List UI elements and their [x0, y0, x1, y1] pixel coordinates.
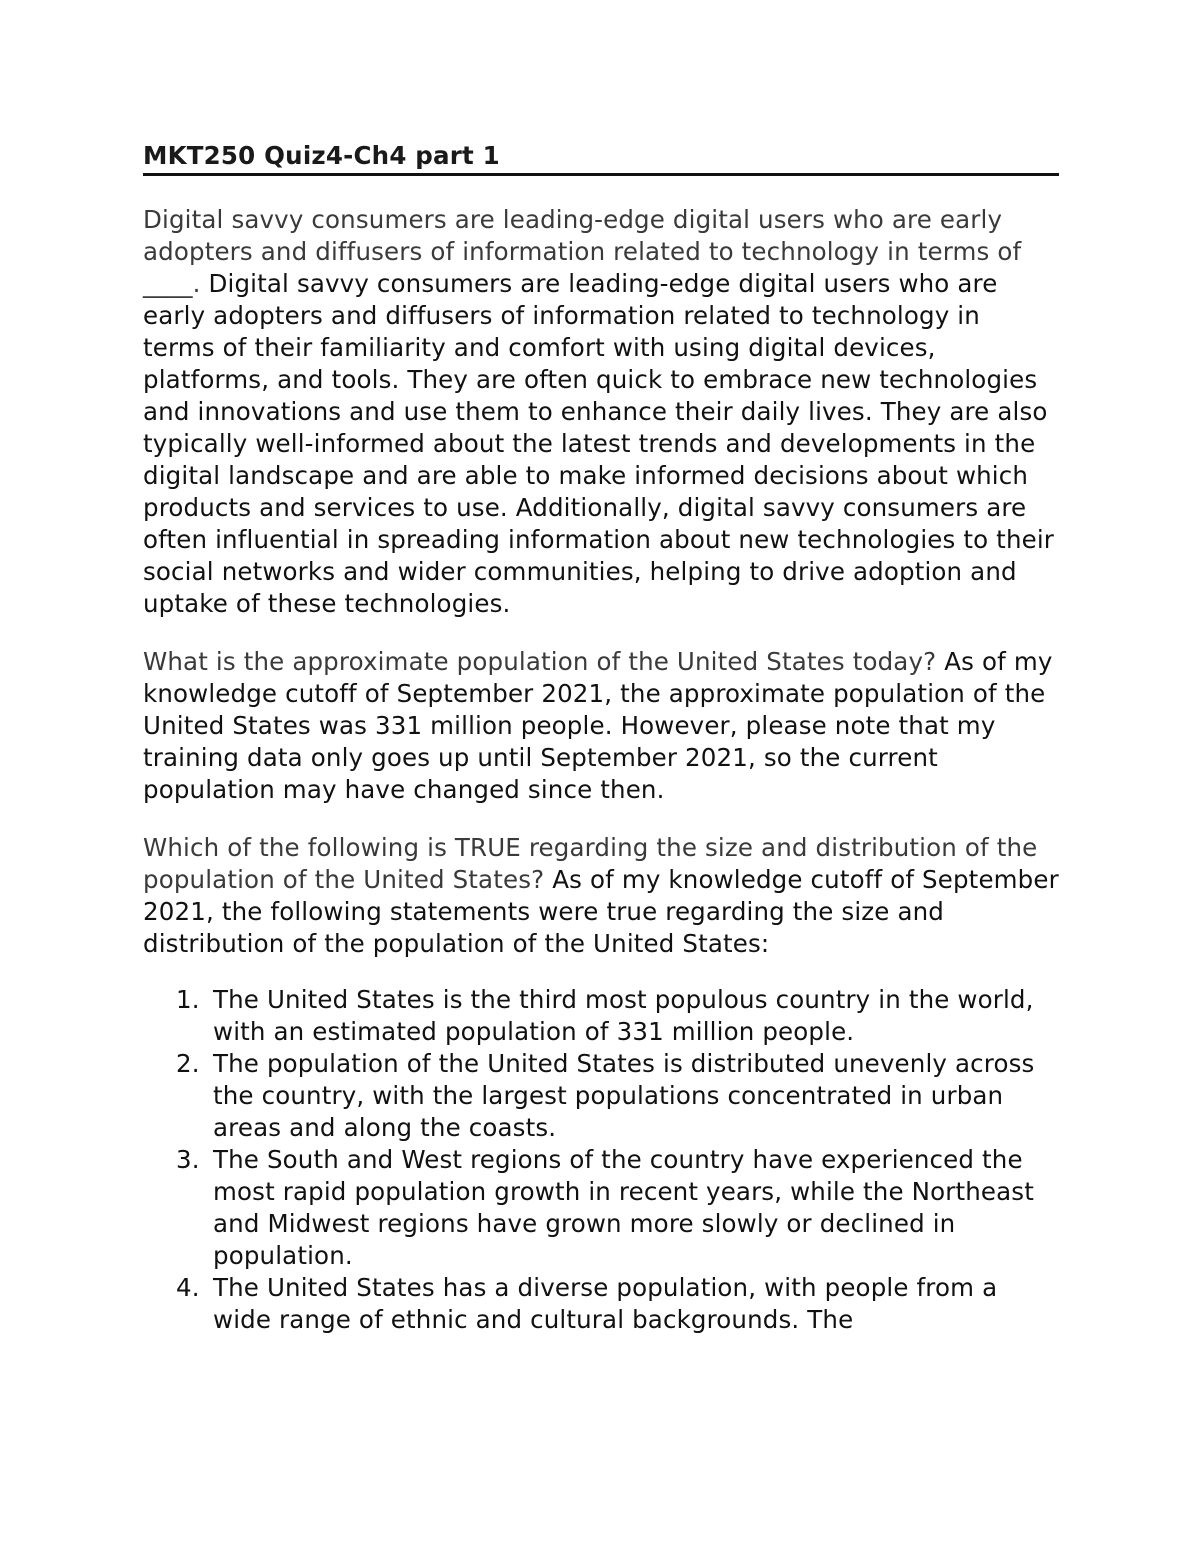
document-page — [143, 140, 1059, 1336]
list-item — [143, 984, 1059, 1048]
list-number: 1. — [176, 985, 200, 1014]
numbered-list — [143, 984, 1059, 1336]
list-item-text: The United States has a diverse population, with people from a wide range of ethnic and cultural backgrounds. The — [213, 1273, 998, 1334]
question-text: Digital savvy consumers are leading-edge digital users who are early adopters and diffusers of information related to technology in terms of ____. — [143, 205, 1022, 298]
document-title: MKT250 Quiz4-Ch4 part 1 — [143, 140, 1059, 176]
list-number: 4. — [176, 1273, 200, 1302]
list-item — [143, 1048, 1059, 1144]
list-item — [143, 1144, 1059, 1272]
list-number: 3. — [176, 1145, 200, 1174]
question-text: What is the approximate population of the United States today? — [143, 647, 937, 676]
qa-item-2 — [143, 646, 1059, 806]
list-number: 2. — [176, 1049, 200, 1078]
list-item-text: The population of the United States is distributed unevenly across the country, with the largest populations concentrated in urban areas and along the coasts. — [213, 1049, 1035, 1142]
question-text: Which of the following is TRUE regarding the size and distribution of the population of the United States? — [143, 833, 1038, 894]
list-item-text: The South and West regions of the country have experienced the most rapid population growth in recent years, while the Northeast and Midwest regions have grown more slowly or declined in population. — [213, 1145, 1034, 1270]
answer-text: Digital savvy consumers are leading-edge digital users who are early adopters and diffusers of information related to technology in terms of their familiarity and comfort with using digital devices, platforms, and tools. They are often quick to embrace new technologies and innovations and use them to enhance their daily lives. They are also typically well-informed about the latest trends and developments in the digital landscape and are able to make informed decisions about which products and services to use. Additionally, digital savvy consumers are often influential in spreading information about new technologies to their social networks and wider communities, helping to drive adoption and uptake of these technologies. — [143, 269, 1055, 618]
list-item-text: The United States is the third most populous country in the world, with an estimated population of 331 million people. — [213, 985, 1034, 1046]
answer-text: As of my knowledge cutoff of September 2021, the approximate population of the United States was 331 million people. However, please note that my training data only goes up until September 2021, so the current population may have changed since then. — [143, 647, 1053, 804]
answer-text: As of my knowledge cutoff of September 2021, the following statements were true regarding the size and distribution of the population of the United States: — [143, 865, 1059, 958]
list-item — [143, 1272, 1059, 1336]
qa-item-3 — [143, 832, 1059, 960]
qa-item-1 — [143, 204, 1059, 620]
